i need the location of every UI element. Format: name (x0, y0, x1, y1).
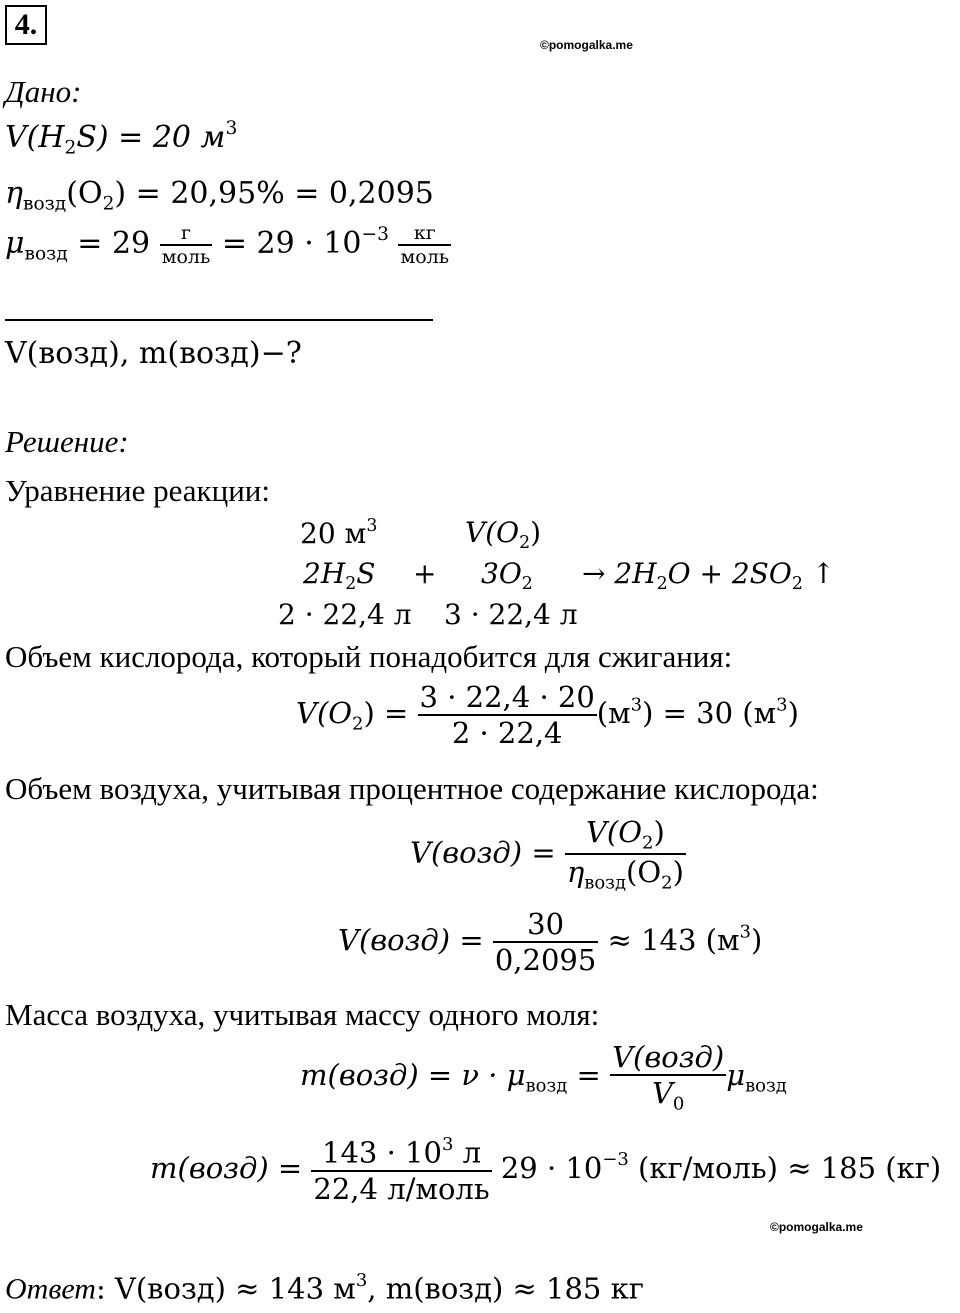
reaction-bottom-right: 3 · 22,4 л (444, 598, 578, 631)
reaction-top-right: $V(O_2)$ (465, 516, 542, 554)
given-volume-h2s: $V(H_2S) = 20$ $м^3$ (5, 118, 238, 159)
problem-number: 4. (5, 5, 47, 45)
reaction-top-left: 20 $м^3$ (300, 516, 378, 551)
equation-oxygen-volume: $V(O_2)$ = $\frac{3 \cdot 22,4 \cdot 20}{2 \cdot 22,4}$ $(м^3) = 30$ $(м^3)$ (296, 680, 799, 750)
watermark-bottom: ©pomogalka.me (770, 1220, 863, 1234)
given-oxygen-fraction: $\eta_{возд}(O_2) = 20,95\% = 0,2095$ (5, 176, 434, 215)
equation-air-mass-formula: m(возд) = $\nu \cdot \mu_{возд}$ = $\frac{\text{V(возд)}}{V_0}$ $\mu_{возд}$ (300, 1040, 787, 1115)
solution-label: Решение: (5, 424, 129, 459)
given-molar-mass-air: $\mu_{возд} = 29$ $\frac{г}{\text{моль}}$ = $29 \cdot 10^{-3}$ $\frac{кг}{\text{моль}}$ (5, 222, 450, 268)
given-label: Дано: (5, 74, 82, 109)
reaction-bottom-left: 2 · 22,4 л (278, 598, 412, 631)
reaction-plus: + (413, 557, 437, 590)
text-air-volume: Объем воздуха, учитывая процентное содержание кислорода: (5, 771, 819, 806)
text-oxygen-volume: Объем кислорода, который понадобится для сжигания: (5, 639, 733, 674)
reaction-h2s: $2H_2S$ (303, 557, 376, 595)
equation-air-volume-value: V(возд) = $\frac{30}{0,2095}$ ≈ 143 $(м^3)$ (338, 907, 763, 977)
equation-air-mass-value: m(возд) = $\frac{143 \cdot 10^3 л}{\text{22,4 л/моль}}$ $29 \cdot 10^{-3}$ (кг/моль) ≈ 185 (кг) (150, 1134, 942, 1206)
given-divider (5, 319, 433, 321)
text-air-mass: Масса воздуха, учитывая массу одного моля: (5, 997, 600, 1032)
equation-air-volume-formula: V(возд) = $\frac{V(O_2)}{\eta_{возд}(O_2)}$ (410, 815, 684, 894)
answer-line: Ответ: V(возд) ≈ 143 $м^3$, m(возд) ≈ 185 кг (5, 1270, 644, 1306)
reaction-intro: Уравнение реакции: (5, 473, 270, 508)
find-line: V(возд), m(возд)−? (5, 336, 302, 371)
watermark-top: ©pomogalka.me (540, 38, 633, 52)
reaction-products: → $2H_2O + 2SO_2$ ↑ (582, 557, 836, 595)
reaction-o2: $3O_2$ (481, 557, 533, 595)
